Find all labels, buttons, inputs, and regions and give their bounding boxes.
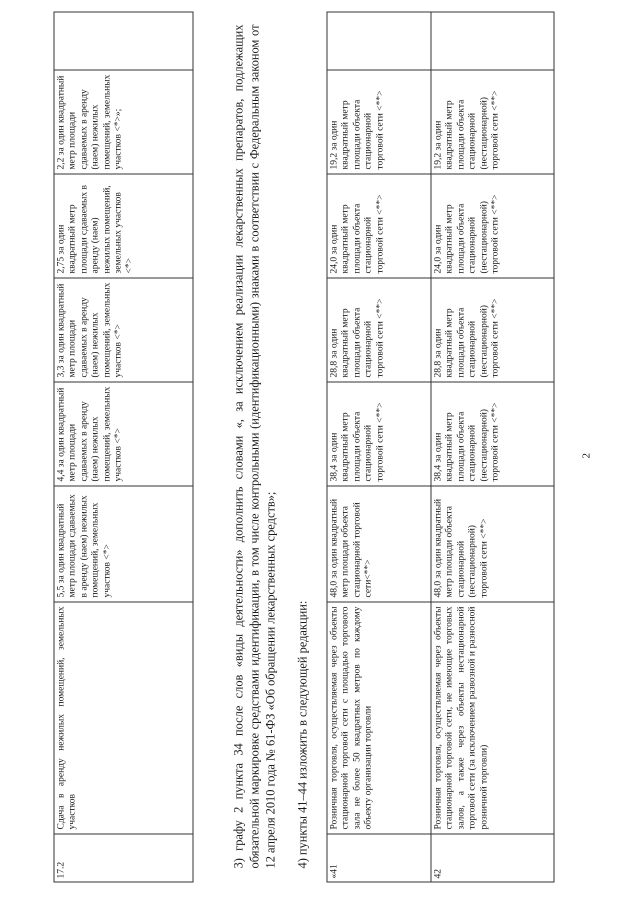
rates-table-bottom xyxy=(326,12,554,883)
rate-cell: 28,8 за один квадратный метр площади объекта стационарной (нестационарной) торговой сети <**> xyxy=(430,278,553,382)
rate-cell: 38,4 за один квадратный метр площади объекта стационарной (нестационарной) торговой сети <**> xyxy=(430,382,553,486)
rate-cell: 2,2 за один квадратный метр площади сдаваемых в аренду (наем) нежилых помещений, земельных участков <*>»; xyxy=(54,70,193,174)
page-number: 2 xyxy=(580,453,592,459)
rates-table-top xyxy=(53,12,193,883)
rate-cell: 19,2 за один квадратный метр площади объекта стационарной торговой сети <**> xyxy=(327,70,431,174)
rate-cell: 48,0 за один квадратный метр площади объекта стационарной торговой сети<**> xyxy=(327,486,431,602)
table-row xyxy=(54,12,193,882)
rate-cell: 24,0 за один квадратный метр площади объекта стационарной торговой сети <**> xyxy=(327,174,431,278)
rate-cell: 48,0 за один квадратный метр площади объекта стационарной (нестационарной) торговой сети <**> xyxy=(430,486,553,602)
empty-cell xyxy=(430,12,553,70)
table-row xyxy=(430,12,553,882)
row-number: «41 xyxy=(327,834,431,882)
amendment-paragraph-4: 4) пункты 41–44 изложить в следующей редакции: xyxy=(295,600,309,869)
rate-cell: 2,75 за один квадратный метр площади сдаваемых в аренду (наем) нежилых помещений, земельных участков <*> xyxy=(54,174,193,278)
activity-name: Сдача в аренду нежилых помещений, земельных участков xyxy=(54,602,193,834)
empty-cell xyxy=(327,12,431,70)
rate-cell: 5,5 за один квадратный метр площади сдаваемых в аренду (наем) нежилых помещений, земельных участков <*> xyxy=(54,486,193,602)
amendment-paragraph-3: 3) графу 2 пункта 34 после слов «виды деятельности» дополнить словами «, за исключением реализации лекарственных препаратов, подлежащих обязательной маркировке средствами идентификации, в том числе контрольными (идентификационными) знаками в соответствии с Федеральным законом от 12 апреля 2010 года № 61-ФЗ «Об обращении лекарственных средств»; xyxy=(231,24,277,869)
rate-cell: 3,3 за один квадратный метр площади сдаваемых в аренду (наем) нежилых помещений, земельных участков <*> xyxy=(54,278,193,382)
row-number: 17.2 xyxy=(54,834,193,882)
row-number: 42 xyxy=(430,834,553,882)
rate-cell: 28,8 за один квадратный метр площади объекта стационарной торговой сети <**> xyxy=(327,278,431,382)
empty-cell xyxy=(54,12,193,70)
rate-cell: 4,4 за один квадратный метр площади сдаваемых в аренду (наем) нежилых помещений, земельных участков <*> xyxy=(54,382,193,486)
rate-cell: 19,2 за один квадратный метр площади объекта стационарной (нестационарной) торговой сети <**> xyxy=(430,70,553,174)
activity-name: Розничная торговля, осуществляемая через объекты стационарной торговой сети с площадью торгового зала не более 50 квадратных метров по каждому объекту организации торговли xyxy=(327,602,431,834)
activity-name: Розничная торговля, осуществляемая через объекты стационарной торговой сети, не имеющие торговых залов, а также через объекты нестационарной торговой сети (за исключением развозной и разносной розничной торговли) xyxy=(430,602,553,834)
rate-cell: 24,0 за один квадратный метр площади объекта стационарной (нестационарной) торговой сети <**> xyxy=(430,174,553,278)
rate-cell: 38,4 за один квадратный метр площади объекта стационарной торговой сети <**> xyxy=(327,382,431,486)
table-row xyxy=(327,12,431,882)
